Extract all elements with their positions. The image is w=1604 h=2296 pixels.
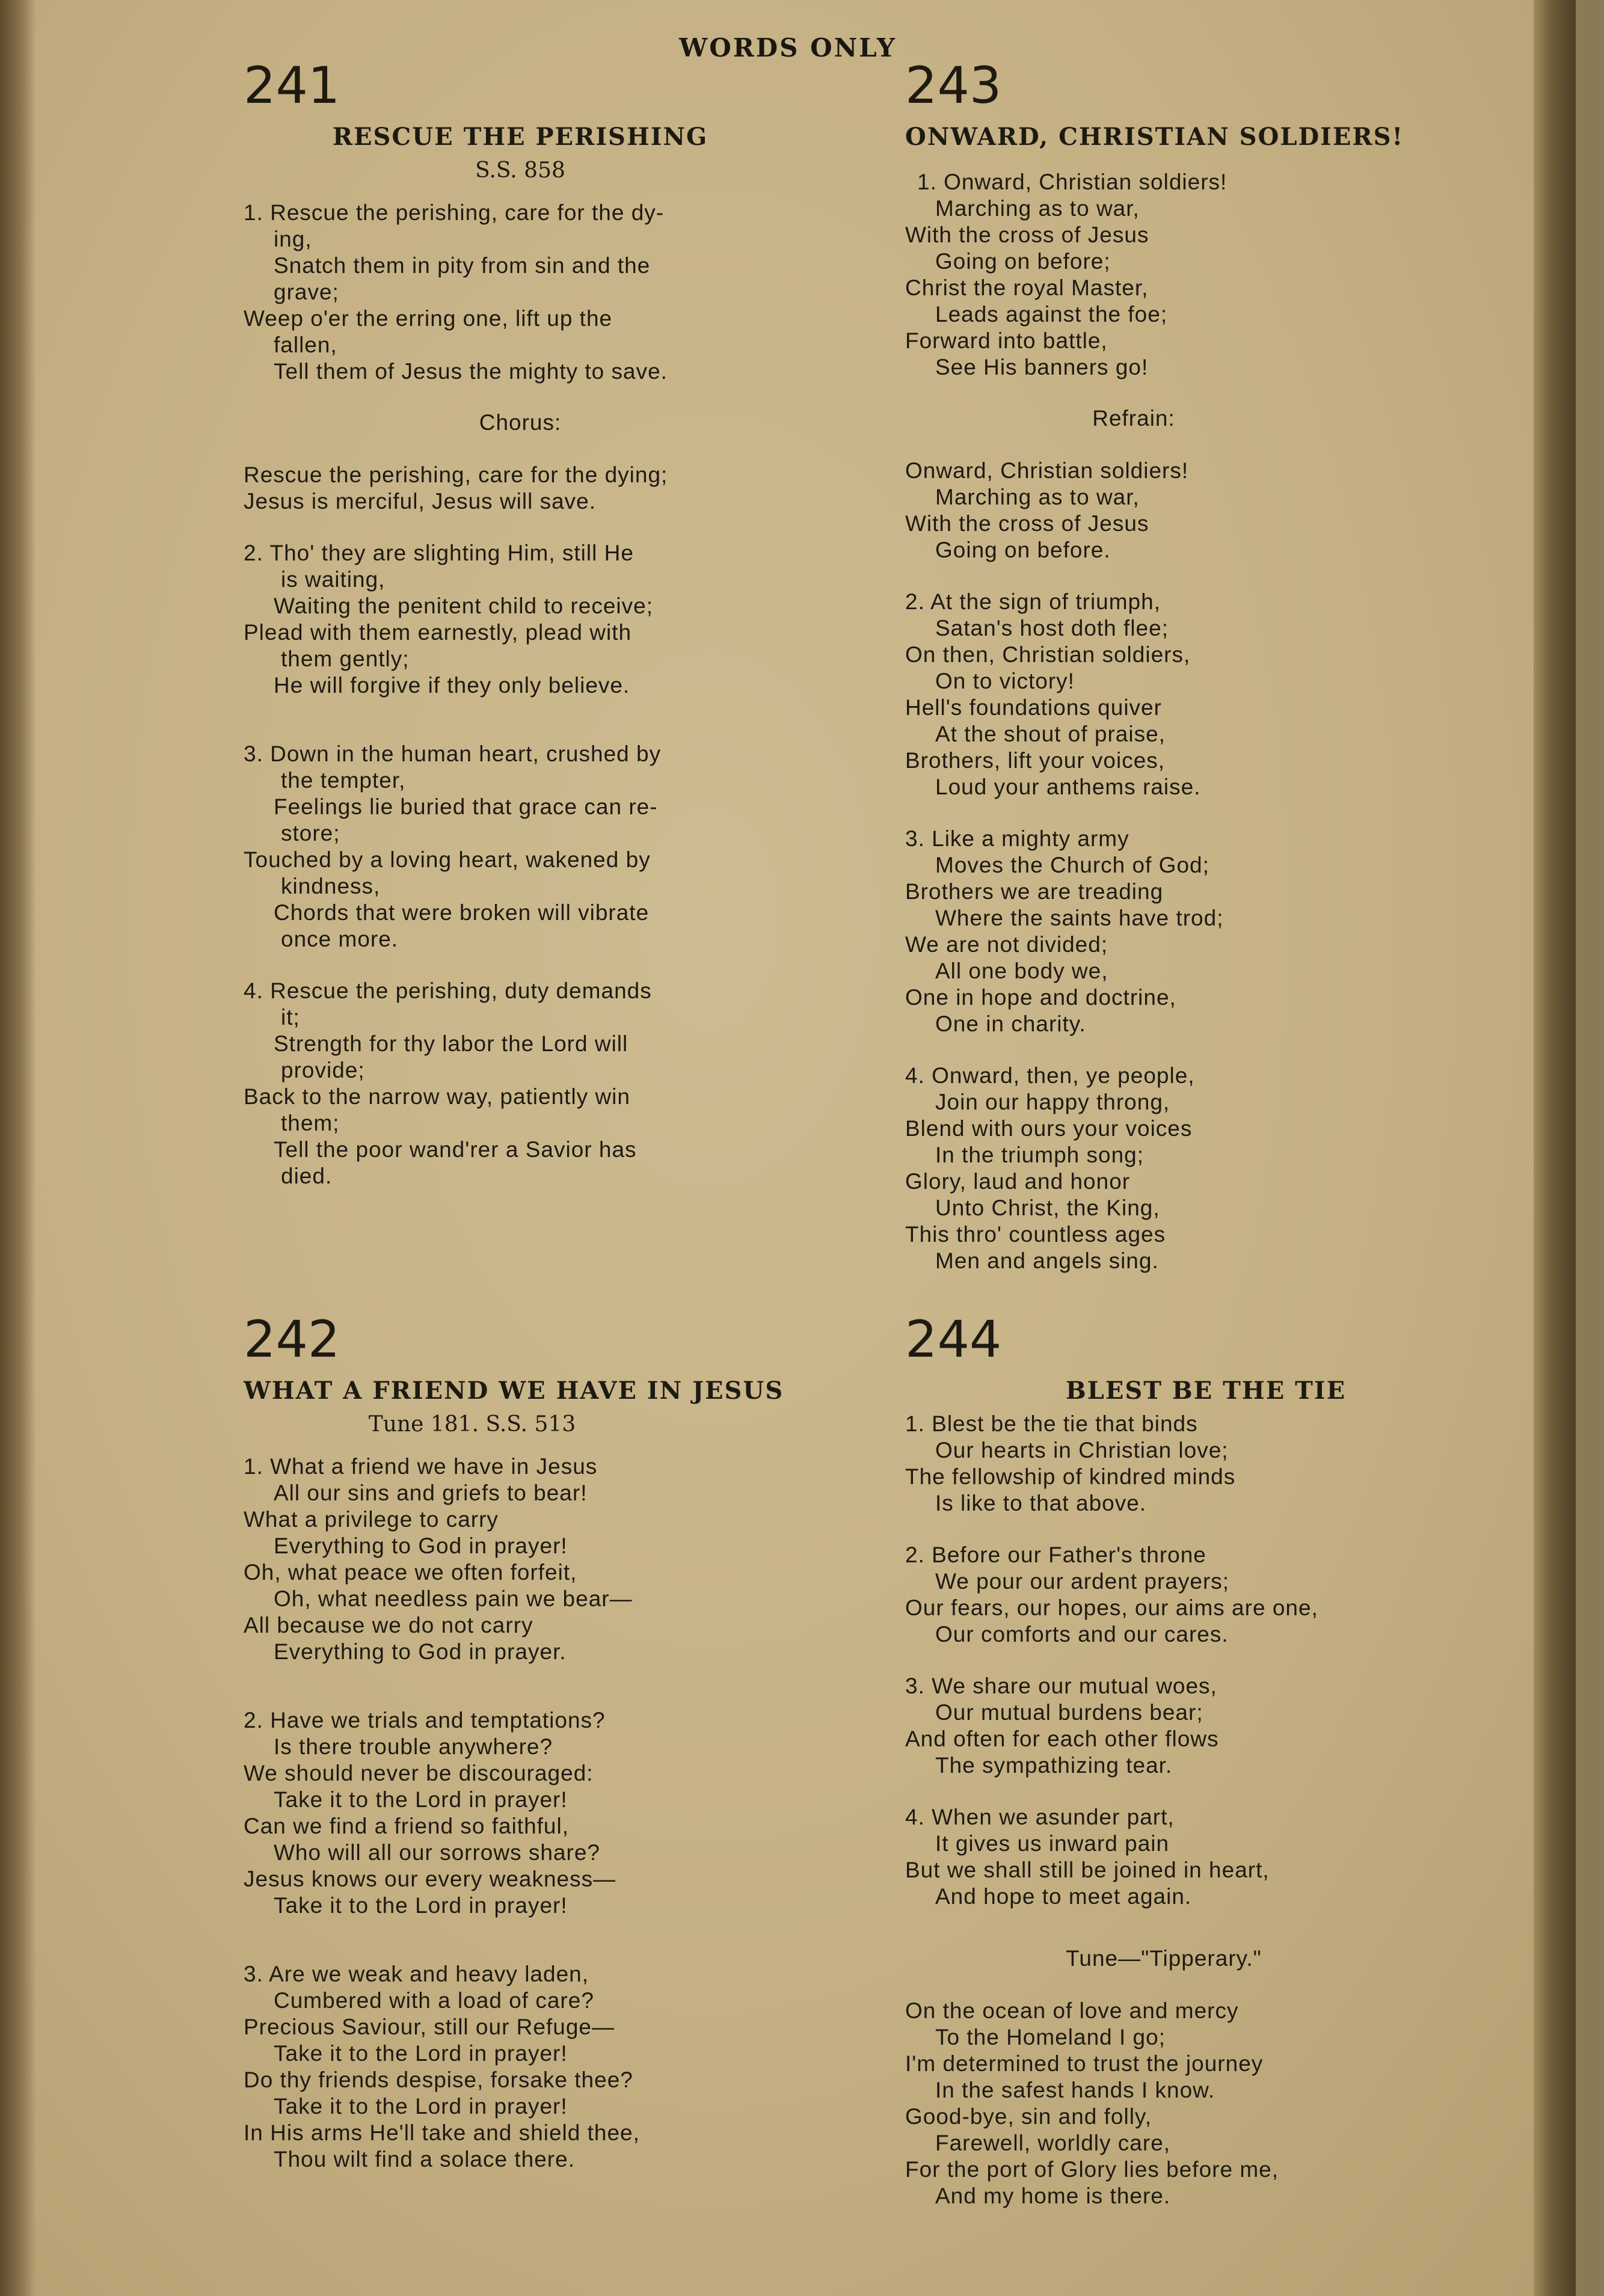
page-edge (1534, 0, 1576, 2296)
verse-line: On the ocean of love and mercy (905, 1998, 1239, 2023)
verse-line: provide; (281, 1058, 365, 1082)
stanza (905, 1063, 1531, 1274)
verse-line: Glory, laud and honor (905, 1169, 1131, 1194)
tune-label: Tune—"Tipperary." (1066, 1946, 1262, 1971)
verse-line: At the shout of praise, (935, 722, 1166, 746)
hymn-number: 242 (244, 1310, 340, 1369)
verse-line: died. (281, 1164, 333, 1188)
verse-line: Going on before; (935, 249, 1111, 274)
hymn-242 (244, 1310, 869, 2198)
verse-line: On to victory! (935, 669, 1075, 693)
verse-line: What a privilege to carry (244, 1507, 499, 1532)
stanza (244, 978, 869, 1189)
verse-line: Tell the poor wand'rer a Savior has (274, 1137, 637, 1162)
verse-line: To the Homeland I go; (935, 2025, 1166, 2049)
verse-line: Is like to that above. (935, 1491, 1147, 1515)
verse-line: Back to the narrow way, patiently win (244, 1084, 630, 1109)
verse-line: Forward into battle, (905, 328, 1108, 353)
verse-line: And often for each other flows (905, 1727, 1219, 1751)
verse-line: 2. Before our Father's throne (905, 1542, 1206, 1567)
verse-line: Who will all our sorrows share? (274, 1840, 601, 1865)
verse-line: Marching as to war, (935, 196, 1140, 221)
stanza (244, 741, 869, 953)
hymn-number: 241 (244, 56, 340, 115)
verse-line: Snatch them in pity from sin and the (274, 253, 651, 278)
verse-line: Strength for thy labor the Lord will (274, 1031, 628, 1056)
verse-line: We should never be discouraged: (244, 1761, 594, 1785)
hymn-241 (244, 56, 869, 1215)
verse-line: 1. Rescue the perishing, care for the dy- (244, 200, 665, 225)
verse-line: Our mutual burdens bear; (935, 1700, 1203, 1725)
verse-line: 4. Rescue the perishing, duty demands (244, 978, 652, 1003)
verse-line: ing, (274, 227, 312, 251)
verse-line: Our fears, our hopes, our aims are one, (905, 1595, 1318, 1620)
hymn-title: BLEST BE THE TIE (1065, 1377, 1347, 1405)
verse-line: Christ the royal Master, (905, 275, 1149, 300)
verse-line: Can we find a friend so faithful, (244, 1814, 570, 1838)
verse-line: Is there trouble anywhere? (274, 1734, 553, 1759)
verse-line: On then, Christian soldiers, (905, 642, 1191, 667)
verse-line: Feelings lie buried that grace can re- (274, 794, 658, 819)
verse-line: Our hearts in Christian love; (935, 1438, 1229, 1463)
hymn-243 (905, 56, 1531, 1300)
stanza (244, 1453, 869, 1665)
verse-line: It gives us inward pain (935, 1831, 1170, 1856)
hymn-tune: S.S. 858 (475, 158, 565, 183)
hymn-number: 244 (905, 1310, 1002, 1369)
verse-line: We pour our ardent prayers; (935, 1569, 1230, 1594)
verse-line: Cumbered with a load of care? (274, 1988, 594, 2013)
verse-line: Tell them of Jesus the mighty to save. (274, 359, 668, 384)
stanza (905, 1411, 1531, 1517)
verse-line: I'm determined to trust the journey (905, 2051, 1264, 2076)
verse-line: fallen, (274, 333, 337, 357)
verse-line: Take it to the Lord in prayer! (274, 2094, 568, 2119)
book-gutter (0, 0, 36, 2296)
page-header: WORDS ONLY (679, 33, 897, 63)
verse-line: One in hope and doctrine, (905, 985, 1176, 1010)
verse-line: Brothers, lift your voices, (905, 748, 1166, 773)
hymn-244 (905, 1310, 1531, 2235)
verse-line: 2. At the sign of triumph, (905, 589, 1161, 614)
verse-line: Oh, what peace we often forfeit, (244, 1560, 577, 1585)
stanza (244, 1961, 869, 2173)
verse-line: All one body we, (935, 959, 1108, 983)
verse-line: kindness, (281, 874, 381, 898)
verse-line: 3. Like a mighty army (905, 826, 1129, 851)
verse-line: 3. Are we weak and heavy laden, (244, 1962, 589, 1986)
verse-line: Waiting the penitent child to receive; (274, 594, 654, 618)
hymn-title: WHAT A FRIEND WE HAVE IN JESUS (244, 1377, 784, 1405)
verse-line: We are not divided; (905, 932, 1108, 957)
stanza (905, 1673, 1531, 1779)
verse-line: With the cross of Jesus (905, 511, 1149, 536)
verse-line: Everything to God in prayer. (274, 1639, 567, 1664)
verse-line: 1. Blest be the tie that binds (905, 1411, 1198, 1436)
verse-line: Good-bye, sin and folly, (905, 2104, 1152, 2129)
verse-line: In the safest hands I know. (935, 2078, 1215, 2102)
verse-line: Jesus is merciful, Jesus will save. (244, 489, 597, 514)
verse-line: Plead with them earnestly, plead with (244, 620, 632, 645)
verse-line: Jesus knows our every weakness— (244, 1867, 616, 1891)
verse-line: All our sins and griefs to bear! (274, 1481, 588, 1505)
stanza (244, 1707, 869, 1919)
verse-line: them; (281, 1111, 340, 1135)
verse-line: Moves the Church of God; (935, 853, 1209, 877)
verse-line: it; (281, 1005, 300, 1030)
verse-line: Men and angels sing. (935, 1248, 1159, 1273)
verse-line: But we shall still be joined in heart, (905, 1858, 1270, 1882)
verse-line: One in charity. (935, 1011, 1086, 1036)
verse-line: them gently; (281, 646, 410, 671)
verse-line: 3. Down in the human heart, crushed by (244, 741, 662, 766)
verse-line: is waiting, (281, 567, 386, 592)
verse-line: Take it to the Lord in prayer! (274, 1893, 568, 1918)
verse-line: In His arms He'll take and shield thee, (244, 2120, 640, 2145)
verse-line: This thro' countless ages (905, 1222, 1166, 1247)
verse-line: Leads against the foe; (935, 302, 1168, 327)
verse-line: The fellowship of kindred minds (905, 1464, 1236, 1489)
verse-line: Our comforts and our cares. (935, 1622, 1229, 1647)
hymn-title: ONWARD, CHRISTIAN SOLDIERS! (905, 123, 1404, 151)
verse-line: 3. We share our mutual woes, (905, 1674, 1217, 1698)
verse-line: Do thy friends despise, forsake thee? (244, 2067, 633, 2092)
hymn-title: RESCUE THE PERISHING (332, 123, 708, 151)
hymn-tune: Tune 181. S.S. 513 (368, 1412, 576, 1437)
stanza (905, 1542, 1531, 1648)
verse-line: 2. Have we trials and temptations? (244, 1708, 606, 1733)
verse-line: 2. Tho' they are slighting Him, still He (244, 541, 634, 565)
chorus (244, 462, 869, 515)
verse-line: once more. (281, 927, 399, 951)
stanza (244, 200, 869, 385)
verse-line: Farewell, worldly care, (935, 2131, 1171, 2155)
verse-line: Touched by a loving heart, wakened by (244, 847, 651, 872)
verse-line: With the cross of Jesus (905, 223, 1149, 247)
verse-line: See His banners go! (935, 355, 1149, 379)
verse-line: Loud your anthems raise. (935, 775, 1201, 799)
verse-line: Going on before. (935, 538, 1111, 562)
stanza (905, 826, 1531, 1037)
verse-line: Oh, what needless pain we bear— (274, 1586, 633, 1611)
verse-line: Hell's foundations quiver (905, 695, 1162, 720)
verse-line: In the triumph song; (935, 1143, 1145, 1167)
verse-line: He will forgive if they only believe. (274, 673, 630, 698)
verse-line: Blend with ours your voices (905, 1116, 1193, 1141)
verse-line: Onward, Christian soldiers! (905, 458, 1189, 483)
verse-line: the tempter, (281, 768, 406, 793)
verse-line: Unto Christ, the King, (935, 1196, 1160, 1220)
verse-line: 1. Onward, Christian soldiers! (917, 170, 1228, 194)
verse-line: And hope to meet again. (935, 1884, 1192, 1909)
stanza (905, 169, 1531, 381)
verse-line: Join our happy throng, (935, 1090, 1170, 1114)
verse-line: The sympathizing tear. (935, 1753, 1173, 1778)
verse-line: And my home is there. (935, 2184, 1171, 2208)
verse-line: Everything to God in prayer! (274, 1533, 568, 1558)
verse-line: Marching as to war, (935, 485, 1140, 509)
stanza (905, 1804, 1531, 1910)
stanza (905, 589, 1531, 800)
verse-line: Weep o'er the erring one, lift up the (244, 306, 613, 331)
verse-line: Precious Saviour, still our Refuge— (244, 2015, 615, 2039)
verse-line: Take it to the Lord in prayer! (274, 2041, 568, 2066)
verse-line: grave; (274, 280, 339, 304)
verse-line: All because we do not carry (244, 1613, 533, 1638)
verse-line: Chords that were broken will vibrate (274, 900, 650, 925)
verse-line: Take it to the Lord in prayer! (274, 1787, 568, 1812)
verse-line: Where the saints have trod; (935, 906, 1224, 930)
refrain-label: Refrain: (1092, 406, 1175, 431)
verse-line: For the port of Glory lies before me, (905, 2157, 1279, 2182)
stanza (244, 540, 869, 699)
verse-line: Brothers we are treading (905, 879, 1164, 904)
refrain (905, 458, 1531, 563)
verse-line: Rescue the perishing, care for the dying; (244, 462, 668, 487)
stanza (905, 1998, 1531, 2209)
chorus-label: Chorus: (479, 410, 562, 435)
verse-line: 4. Onward, then, ye people, (905, 1063, 1195, 1088)
verse-line: Thou wilt find a solace there. (274, 2147, 575, 2172)
verse-line: store; (281, 821, 340, 846)
verse-line: 4. When we asunder part, (905, 1805, 1175, 1829)
hymn-number: 243 (905, 56, 1002, 115)
verse-line: 1. What a friend we have in Jesus (244, 1454, 598, 1479)
verse-line: Satan's host doth flee; (935, 616, 1169, 640)
